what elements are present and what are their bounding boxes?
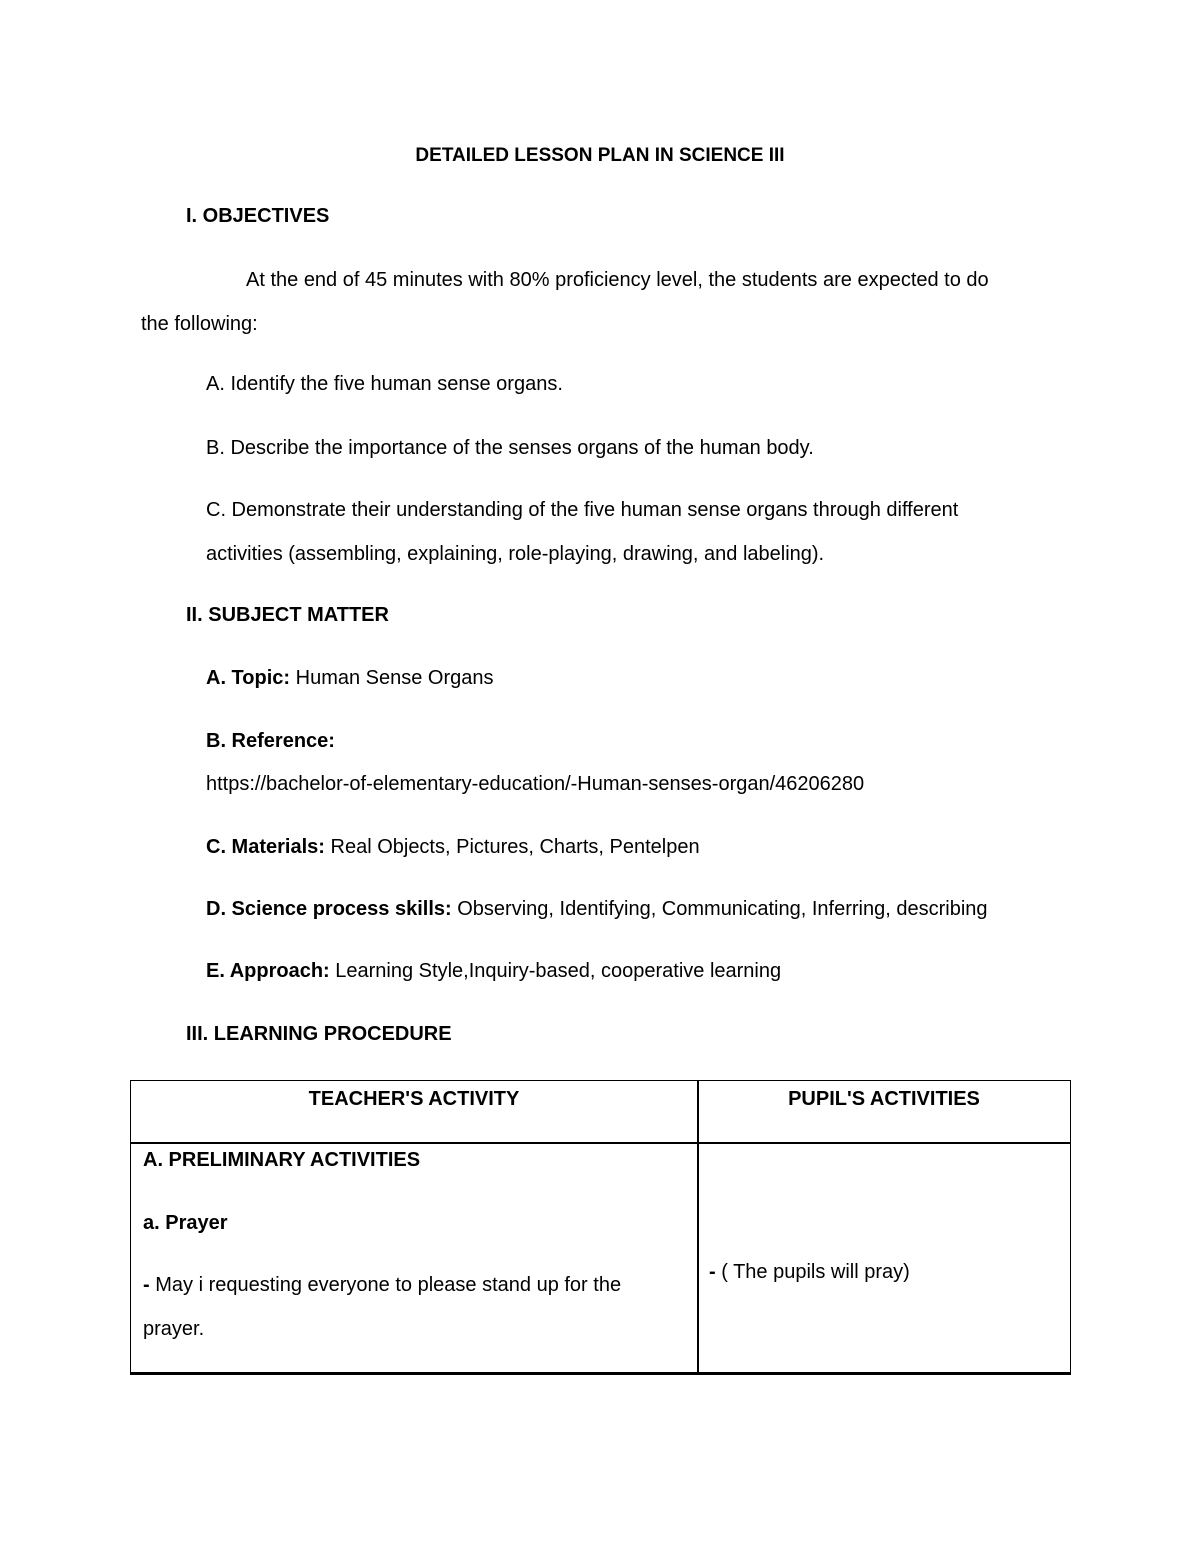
materials-value: Real Objects, Pictures, Charts, Pentelpen (330, 836, 700, 858)
approach-row (206, 961, 781, 981)
teacher-dash: - (143, 1274, 150, 1296)
row-divider (131, 1142, 1070, 1144)
objective-item-c-line2: activities (assembling, explaining, role-playing, drawing, and labeling). (206, 543, 825, 565)
teacher-instruction-line2: prayer. (143, 1318, 205, 1340)
objectives-heading: I. OBJECTIVES (186, 205, 330, 227)
document-title: DETAILED LESSON PLAN IN SCIENCE III (415, 145, 785, 166)
topic-row (206, 668, 494, 688)
skills-label: D. Science process skills: (206, 898, 452, 920)
pupil-response-text: ( The pupils will pray) (715, 1261, 910, 1283)
pupil-response (709, 1262, 910, 1282)
reference-label: B. Reference: (206, 730, 335, 752)
column-divider (697, 1081, 699, 1372)
reference-value: https://bachelor-of-elementary-education/-Human-senses-organ/46206280 (206, 773, 865, 795)
objective-item-b: B. Describe the importance of the senses organs of the human body. (206, 437, 814, 459)
skills-row (206, 899, 988, 919)
materials-row (206, 837, 700, 857)
teacher-instruction-text: May i requesting everyone to please stand up for the (149, 1274, 622, 1296)
header-pupils-activities: PUPIL'S ACTIVITIES (788, 1088, 980, 1110)
subsection-prayer: a. Prayer (143, 1212, 228, 1234)
objectives-intro-line2: the following: (141, 313, 258, 335)
objective-item-a: A. Identify the five human sense organs. (206, 373, 563, 395)
objectives-intro-line1: At the end of 45 minutes with 80% proficiency level, the students are expected to do (246, 269, 989, 291)
objective-item-c-line1: C. Demonstrate their understanding of the five human sense organs through different (206, 499, 959, 521)
procedure-table (130, 1080, 1071, 1373)
header-teachers-activity: TEACHER'S ACTIVITY (308, 1088, 520, 1110)
approach-label: E. Approach: (206, 960, 330, 982)
topic-label: A. Topic: (206, 667, 291, 689)
topic-value: Human Sense Organs (295, 667, 494, 689)
skills-value: Observing, Identifying, Communicating, Inferring, describing (457, 898, 988, 920)
subject-matter-heading: II. SUBJECT MATTER (186, 604, 389, 626)
procedure-heading: III. LEARNING PROCEDURE (186, 1023, 452, 1045)
table-bottom-border (130, 1373, 1071, 1375)
approach-value: Learning Style,Inquiry-based, cooperative learning (335, 960, 782, 982)
materials-label: C. Materials: (206, 836, 325, 858)
section-preliminary-activities: A. PRELIMINARY ACTIVITIES (143, 1149, 421, 1171)
pupil-dash: - (709, 1261, 716, 1283)
teacher-instruction-line1 (143, 1275, 621, 1295)
